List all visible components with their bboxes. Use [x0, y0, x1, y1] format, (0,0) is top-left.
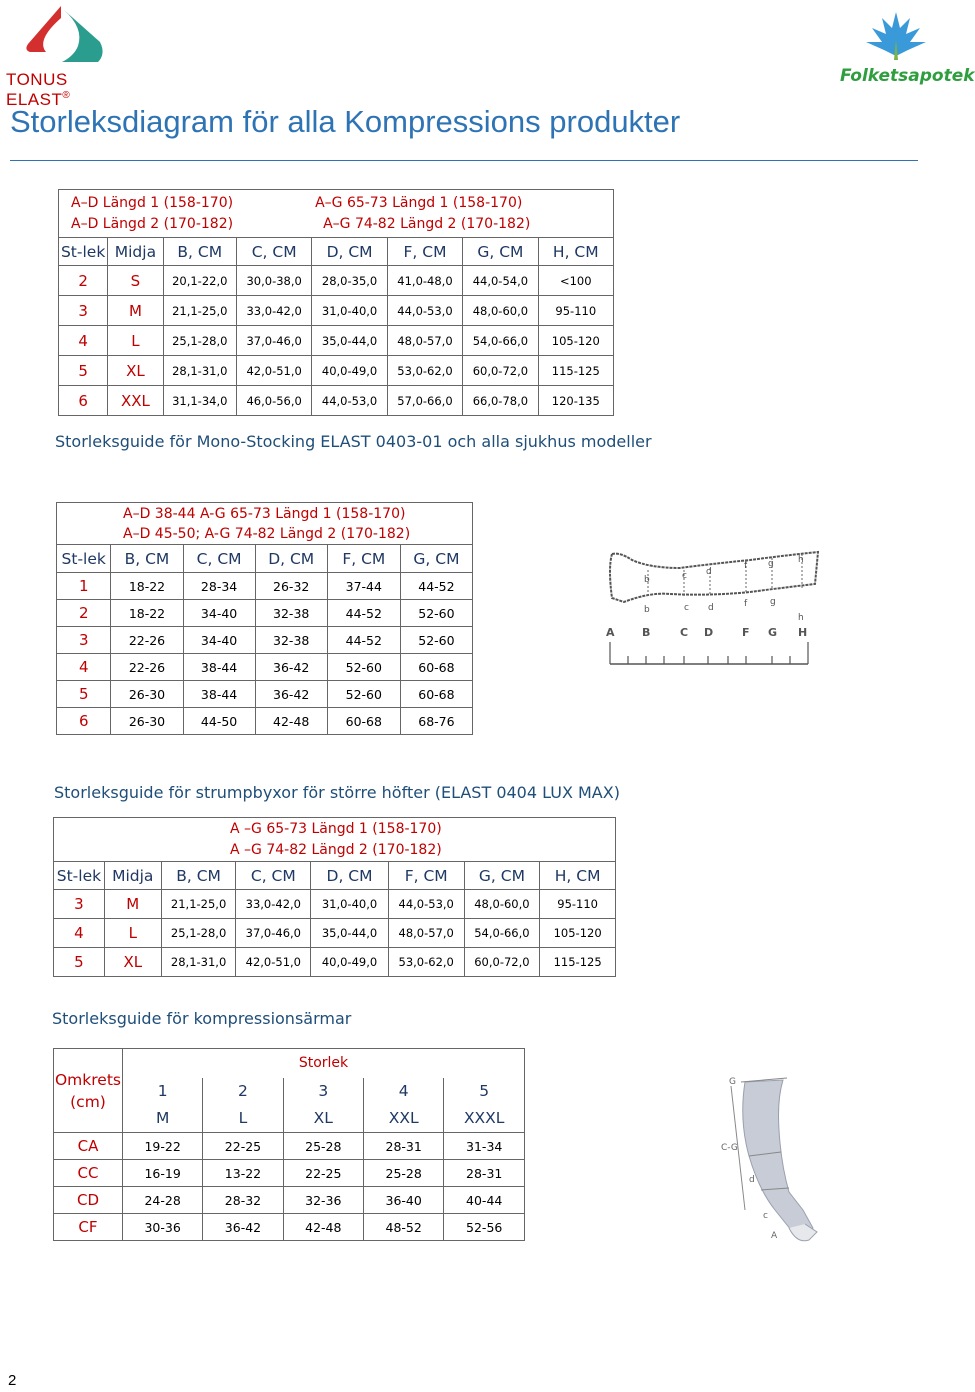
leg-label: b — [644, 575, 650, 585]
table-row — [59, 296, 614, 326]
table-cell: 46,0-56,0 — [236, 386, 311, 416]
table-cell: 115-125 — [538, 356, 613, 386]
leg-label: h — [798, 555, 804, 565]
size-number: 3 — [283, 1078, 363, 1105]
col-header: C, CM — [236, 862, 311, 890]
mono-stocking-table — [56, 502, 473, 735]
col-header: St-lek — [54, 862, 105, 890]
table-cell: 25,1-28,0 — [161, 919, 236, 948]
measure-code: CA — [54, 1133, 123, 1160]
table-cell: 28-31 — [444, 1160, 525, 1187]
size-number: 3 — [54, 890, 105, 919]
size-letter: M — [104, 890, 161, 919]
table-row — [54, 1160, 525, 1187]
table-cell: 33,0-42,0 — [236, 890, 311, 919]
table-row — [59, 266, 614, 296]
table-cell: 40,0-49,0 — [311, 948, 389, 977]
table-cell: 36-40 — [363, 1187, 443, 1214]
col-header: G, CM — [400, 545, 472, 573]
size-letter: L — [203, 1105, 283, 1133]
table-cell: 32-38 — [255, 600, 327, 627]
axis-letter: C — [680, 626, 689, 639]
table3-column-headers — [54, 862, 616, 890]
table-cell: 22-25 — [203, 1133, 283, 1160]
table-cell: 25-28 — [283, 1133, 363, 1160]
size-number: 5 — [57, 681, 111, 708]
size-number: 4 — [59, 326, 108, 356]
table-cell: 28-34 — [183, 573, 255, 600]
table-cell: 33,0-42,0 — [236, 296, 311, 326]
leg-label: h — [798, 613, 804, 623]
omkrets-label: Omkrets — [54, 1070, 121, 1089]
table3-head-line1: A –G 65-73 Längd 1 (158-170) — [230, 820, 442, 837]
table-cell: 35,0-44,0 — [311, 919, 389, 948]
table-cell: 26-30 — [111, 681, 183, 708]
size-table-main — [58, 189, 614, 416]
table-cell: 48,0-60,0 — [463, 296, 538, 326]
table-cell: 25,1-28,0 — [163, 326, 236, 356]
col-header: Midja — [104, 862, 161, 890]
col-header: B, CM — [161, 862, 236, 890]
table-row — [57, 654, 473, 681]
table2-head-line2: A–D 45-50; A-G 74-82 Längd 2 (170-182) — [123, 525, 411, 542]
storlek-label: Storlek — [122, 1049, 524, 1078]
table-row — [57, 600, 473, 627]
size-number: 5 — [54, 948, 105, 977]
axis-letter: B — [642, 626, 651, 639]
table1-head-line1a: A–D Längd 1 (158-170) — [71, 194, 234, 211]
table-cell: 36-42 — [255, 654, 327, 681]
col-header: H, CM — [538, 238, 613, 266]
table-cell: 32-38 — [255, 627, 327, 654]
table-row — [54, 1187, 525, 1214]
table-cell: 42-48 — [283, 1214, 363, 1241]
table-cell: 44-52 — [400, 573, 472, 600]
col-header: Midja — [108, 238, 163, 266]
table-row — [57, 573, 473, 600]
axis-letter: F — [742, 626, 750, 639]
table1-head-line1b: A–G 65-73 Längd 1 (158-170) — [315, 194, 523, 211]
table-cell: 44-52 — [327, 600, 400, 627]
table-row — [59, 326, 614, 356]
size-number: 5 — [444, 1078, 525, 1105]
table-cell: 40,0-49,0 — [312, 356, 387, 386]
size-letter: S — [108, 266, 163, 296]
col-header: B, CM — [163, 238, 236, 266]
page-title: Storleksdiagram för alla Kompressions produkter — [10, 104, 681, 139]
table-cell: 30-36 — [122, 1214, 202, 1241]
table-cell: 22-25 — [283, 1160, 363, 1187]
table-cell: 44,0-54,0 — [463, 266, 538, 296]
table-cell: 21,1-25,0 — [161, 890, 236, 919]
table-cell: 44,0-53,0 — [388, 890, 464, 919]
arm-label: G — [729, 1077, 736, 1087]
table-cell: <100 — [538, 266, 613, 296]
table-row — [54, 1214, 525, 1241]
table-cell: 44,0-53,0 — [312, 386, 387, 416]
axis-letter: G — [768, 626, 778, 639]
table-cell: 22-26 — [111, 654, 183, 681]
table-cell: 31,1-34,0 — [163, 386, 236, 416]
tonus-logo-text: TONUS ELAST — [6, 70, 68, 109]
table-row — [57, 627, 473, 654]
table-cell: 31,0-40,0 — [312, 296, 387, 326]
arm-label: c — [763, 1211, 768, 1221]
table-cell: 38-44 — [183, 681, 255, 708]
table-row — [59, 356, 614, 386]
registered-mark: ® — [62, 90, 71, 101]
size-letter: XL — [108, 356, 163, 386]
table-cell: 60-68 — [400, 654, 472, 681]
table-cell: 18-22 — [111, 573, 183, 600]
table2-header — [57, 503, 473, 545]
table-row — [54, 1133, 525, 1160]
table-cell: 60,0-72,0 — [463, 356, 538, 386]
leg-label: b — [644, 605, 650, 615]
size-number: 4 — [57, 654, 111, 681]
size-letter: M — [122, 1105, 202, 1133]
table3-header — [54, 818, 616, 862]
size-number: 5 — [59, 356, 108, 386]
size-letter: XXL — [363, 1105, 443, 1133]
table-cell: 19-22 — [122, 1133, 202, 1160]
col-header: D, CM — [312, 238, 387, 266]
table-cell: 53,0-62,0 — [387, 356, 462, 386]
axis-letter: A — [606, 626, 615, 639]
table-cell: 21,1-25,0 — [163, 296, 236, 326]
size-number: 1 — [57, 573, 111, 600]
table1-head-line2b: A–G 74-82 Längd 2 (170-182) — [323, 215, 531, 232]
size-number: 2 — [59, 266, 108, 296]
table-cell: 60,0-72,0 — [464, 948, 540, 977]
table-cell: 40-44 — [444, 1187, 525, 1214]
arm-label: A — [771, 1231, 778, 1241]
table-cell: 95-110 — [540, 890, 616, 919]
arm-label: d — [749, 1175, 755, 1185]
leg-label: d — [708, 603, 714, 613]
leaf-icon — [838, 10, 956, 68]
size-number: 4 — [54, 919, 105, 948]
table-cell: 48,0-57,0 — [387, 326, 462, 356]
table-cell: 20,1-22,0 — [163, 266, 236, 296]
table-cell: 26-32 — [255, 573, 327, 600]
page-number: 2 — [8, 1372, 17, 1389]
folketsapotek-logo — [838, 10, 975, 92]
table1-column-headers — [59, 238, 614, 266]
table-row — [57, 681, 473, 708]
table-cell: 68-76 — [400, 708, 472, 735]
table-cell: 25-28 — [363, 1160, 443, 1187]
table-cell: 44-50 — [183, 708, 255, 735]
table-cell: 105-120 — [540, 919, 616, 948]
table-cell: 31-34 — [444, 1133, 525, 1160]
leg-label: d — [706, 567, 712, 577]
table-cell: 13-22 — [203, 1160, 283, 1187]
sleeves-heading: Storleksguide för kompressionsärmar — [52, 1009, 352, 1028]
table-cell: 28,1-31,0 — [161, 948, 236, 977]
mono-stocking-heading: Storleksguide för Mono-Stocking ELAST 0403-01 och alla sjukhus modeller — [55, 432, 652, 451]
arm-sleeve-diagram — [705, 1060, 845, 1250]
table2-head-line1: A–D 38-44 A-G 65-73 Längd 1 (158-170) — [123, 505, 406, 522]
table-cell: 57,0-66,0 — [387, 386, 462, 416]
arm-label: C-G — [721, 1143, 738, 1153]
table-row — [54, 948, 616, 977]
col-header: St-lek — [57, 545, 111, 573]
table-cell: 52-60 — [400, 600, 472, 627]
tights-table — [53, 817, 616, 977]
tonus-logo-mark — [6, 4, 116, 72]
table-cell: 30,0-38,0 — [236, 266, 311, 296]
size-letter: XL — [283, 1105, 363, 1133]
size-letter: M — [108, 296, 163, 326]
leg-label: c — [684, 603, 689, 613]
size-letter: L — [108, 326, 163, 356]
table-cell: 42,0-51,0 — [236, 948, 311, 977]
col-header: St-lek — [59, 238, 108, 266]
size-letter: L — [104, 919, 161, 948]
measure-code: CC — [54, 1160, 123, 1187]
table-cell: 36-42 — [255, 681, 327, 708]
table-cell: 24-28 — [122, 1187, 202, 1214]
table-cell: 37,0-46,0 — [236, 919, 311, 948]
table-cell: 32-36 — [283, 1187, 363, 1214]
table-cell: 28-32 — [203, 1187, 283, 1214]
leg-label: f — [744, 599, 748, 609]
size-number: 6 — [59, 386, 108, 416]
tights-heading: Storleksguide för strumpbyxor för större höfter (ELAST 0404 LUX MAX) — [54, 783, 620, 802]
table-cell: 48,0-60,0 — [464, 890, 540, 919]
size-number: 2 — [57, 600, 111, 627]
leg-label: f — [744, 561, 748, 571]
omkrets-cell — [54, 1049, 123, 1133]
size-number: 3 — [57, 627, 111, 654]
tonus-elast-logo — [6, 4, 116, 109]
table-cell: 28-31 — [363, 1133, 443, 1160]
table-cell: 52-60 — [327, 654, 400, 681]
table-row — [57, 708, 473, 735]
table-cell: 42,0-51,0 — [236, 356, 311, 386]
table-row — [59, 386, 614, 416]
col-header: F, CM — [327, 545, 400, 573]
size-number: 2 — [203, 1078, 283, 1105]
size-letter: XXXL — [444, 1105, 525, 1133]
table3-head-line2: A –G 74-82 Längd 2 (170-182) — [230, 841, 442, 858]
table-cell: 34-40 — [183, 600, 255, 627]
size-number: 6 — [57, 708, 111, 735]
table-cell: 31,0-40,0 — [311, 890, 389, 919]
table-cell: 34-40 — [183, 627, 255, 654]
leg-diagram — [600, 548, 840, 668]
table-cell: 60-68 — [327, 708, 400, 735]
col-header: C, CM — [236, 238, 311, 266]
omkrets-unit: (cm) — [70, 1092, 106, 1111]
table-cell: 28,1-31,0 — [163, 356, 236, 386]
title-divider — [10, 160, 918, 161]
table-cell: 42-48 — [255, 708, 327, 735]
table-cell: 44,0-53,0 — [387, 296, 462, 326]
table1-head-line2a: A–D Längd 2 (170-182) — [71, 215, 234, 232]
table-cell: 48,0-57,0 — [388, 919, 464, 948]
table-cell: 37,0-46,0 — [236, 326, 311, 356]
table-cell: 54,0-66,0 — [463, 326, 538, 356]
leg-label: c — [682, 571, 687, 581]
table-cell: 41,0-48,0 — [387, 266, 462, 296]
col-header: F, CM — [387, 238, 462, 266]
sleeves-table — [53, 1048, 525, 1241]
col-header: B, CM — [111, 545, 183, 573]
table-cell: 16-19 — [122, 1160, 202, 1187]
leg-label: g — [770, 597, 776, 607]
col-header: H, CM — [540, 862, 616, 890]
col-header: D, CM — [255, 545, 327, 573]
table-cell: 120-135 — [538, 386, 613, 416]
table-cell: 28,0-35,0 — [312, 266, 387, 296]
table-cell: 115-125 — [540, 948, 616, 977]
size-number: 4 — [363, 1078, 443, 1105]
table-cell: 44-52 — [327, 627, 400, 654]
table-cell: 105-120 — [538, 326, 613, 356]
table-cell: 60-68 — [400, 681, 472, 708]
table-cell: 66,0-78,0 — [463, 386, 538, 416]
table-cell: 37-44 — [327, 573, 400, 600]
size-letter: XXL — [108, 386, 163, 416]
col-header: C, CM — [183, 545, 255, 573]
table-cell: 53,0-62,0 — [388, 948, 464, 977]
table-cell: 38-44 — [183, 654, 255, 681]
table-cell: 18-22 — [111, 600, 183, 627]
measure-code: CF — [54, 1214, 123, 1241]
folketsapotek-logo-text: Folketsapotek — [840, 66, 975, 86]
axis-letter: H — [798, 626, 808, 639]
table-cell: 95-110 — [538, 296, 613, 326]
table1-header — [59, 190, 614, 238]
col-header: F, CM — [388, 862, 464, 890]
table-cell: 52-60 — [327, 681, 400, 708]
axis-letter: D — [704, 626, 714, 639]
table-cell: 52-56 — [444, 1214, 525, 1241]
leg-label: g — [768, 559, 774, 569]
table-row — [54, 890, 616, 919]
table2-column-headers — [57, 545, 473, 573]
col-header: G, CM — [463, 238, 538, 266]
table-cell: 35,0-44,0 — [312, 326, 387, 356]
table-cell: 52-60 — [400, 627, 472, 654]
size-letter: XL — [104, 948, 161, 977]
table-cell: 22-26 — [111, 627, 183, 654]
size-number: 1 — [122, 1078, 202, 1105]
col-header: D, CM — [311, 862, 389, 890]
table-cell: 26-30 — [111, 708, 183, 735]
table-cell: 54,0-66,0 — [464, 919, 540, 948]
table-cell: 48-52 — [363, 1214, 443, 1241]
col-header: G, CM — [464, 862, 540, 890]
size-number: 3 — [59, 296, 108, 326]
table-cell: 36-42 — [203, 1214, 283, 1241]
measure-code: CD — [54, 1187, 123, 1214]
table-row — [54, 919, 616, 948]
